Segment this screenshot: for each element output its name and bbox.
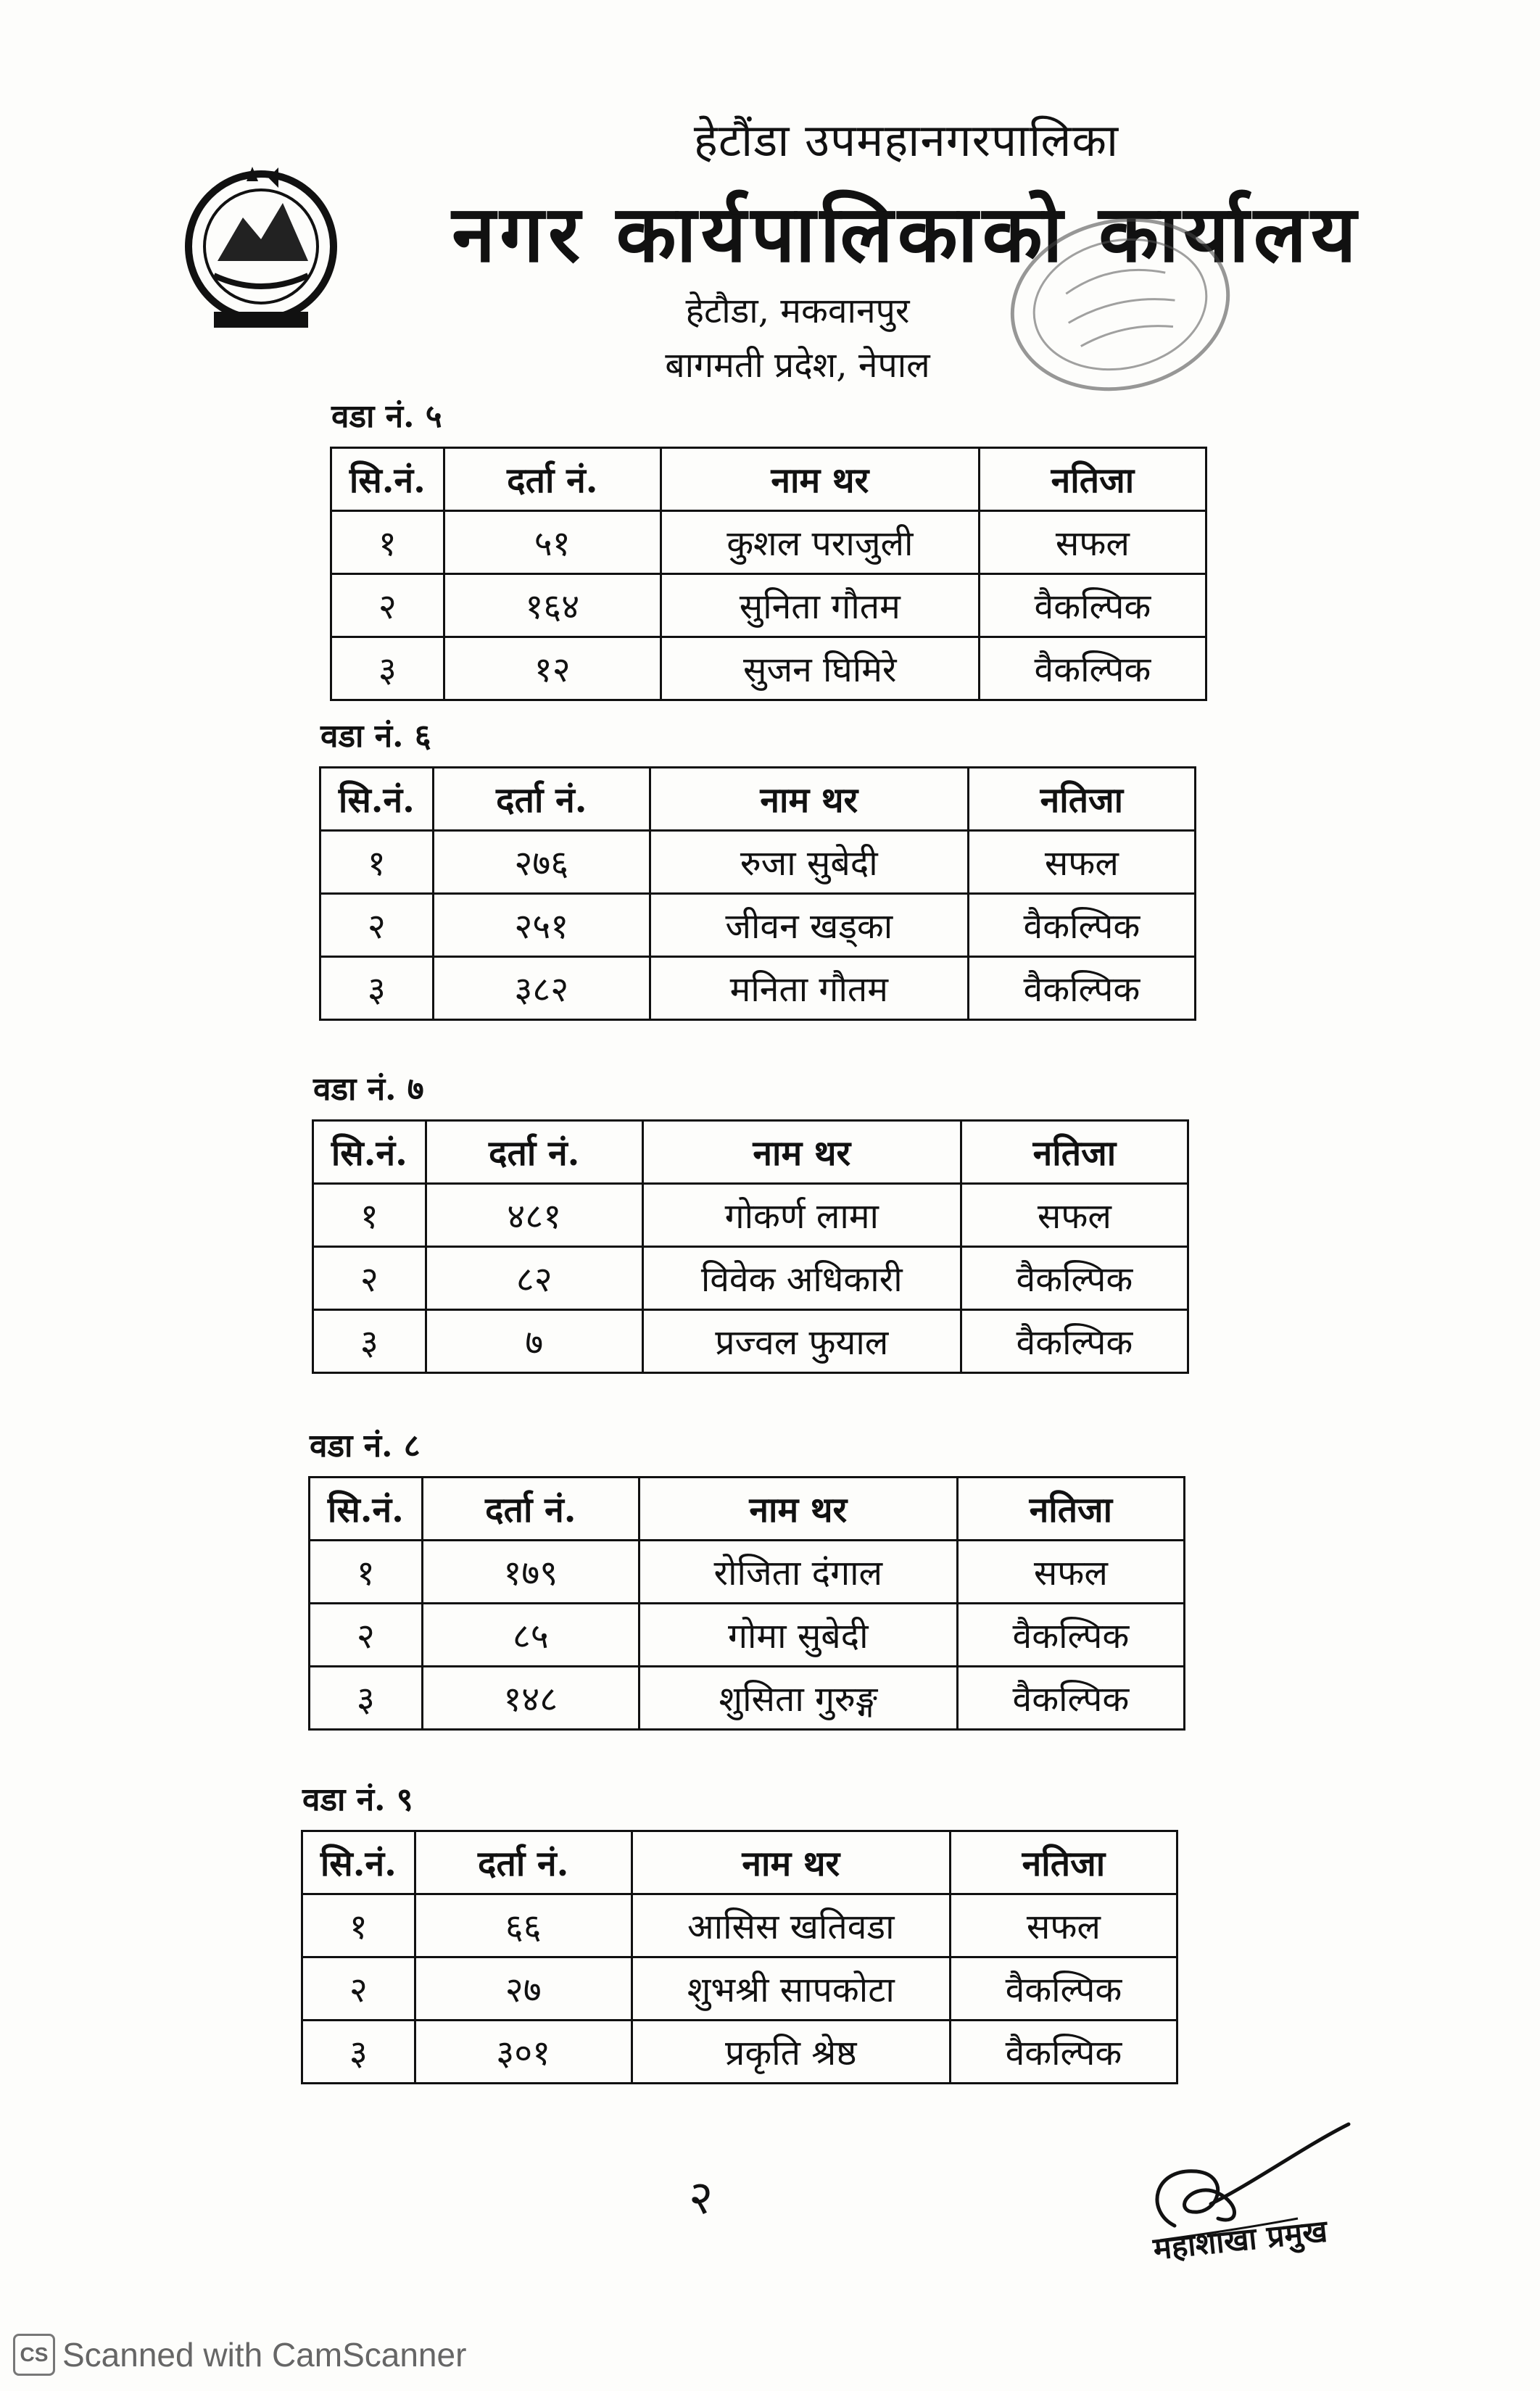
results-table: [312, 1119, 1189, 1374]
name-cell: शुसिता गुरुङ्ग: [639, 1667, 957, 1730]
ward-label: वडा नं. ५: [331, 398, 442, 435]
header-name: नाम थर: [642, 1121, 961, 1184]
results-table: [319, 766, 1196, 1021]
name-cell: शुभश्री सापकोटा: [632, 1957, 950, 2021]
ward-label: वडा नं. ७: [313, 1071, 424, 1108]
serial-cell: २: [310, 1604, 423, 1667]
scanner-watermark: [13, 2333, 466, 2377]
name-cell: रोजिता दंगाल: [639, 1541, 957, 1604]
header-registration: दर्ता नं.: [426, 1121, 642, 1184]
serial-cell: २: [313, 1247, 426, 1310]
result-cell: वैकल्पिक: [957, 1604, 1184, 1667]
table-row: [302, 2021, 1177, 2084]
header-result: नतिजा: [968, 768, 1195, 831]
serial-cell: २: [302, 1957, 415, 2021]
table-row: [310, 1541, 1185, 1604]
result-cell: वैकल्पिक: [950, 2021, 1177, 2084]
table-row: [302, 1894, 1177, 1957]
office-province: बागमती प्रदेश, नेपाल: [665, 345, 930, 386]
result-cell: वैकल्पिक: [968, 957, 1195, 1020]
header-registration: दर्ता नं.: [415, 1831, 632, 1894]
serial-cell: ३: [310, 1667, 423, 1730]
table-row: [313, 1310, 1188, 1373]
registration-cell: ३०१: [415, 2021, 632, 2084]
name-cell: जीवन खड्का: [650, 894, 968, 957]
registration-cell: २५१: [433, 894, 650, 957]
name-cell: प्रज्वल फुयाल: [642, 1310, 961, 1373]
result-cell: वैकल्पिक: [957, 1667, 1184, 1730]
header-name: नाम थर: [650, 768, 968, 831]
registration-cell: २७६: [433, 831, 650, 894]
name-cell: विवेक अधिकारी: [642, 1247, 961, 1310]
registration-cell: १४८: [422, 1667, 639, 1730]
result-cell: सफल: [961, 1184, 1188, 1247]
serial-cell: १: [302, 1894, 415, 1957]
name-cell: आसिस खतिवडा: [632, 1894, 950, 1957]
name-cell: सुनिता गौतम: [661, 574, 979, 637]
registration-cell: ८५: [422, 1604, 639, 1667]
name-cell: कुशल पराजुली: [661, 511, 979, 574]
header-serial: सि.नं.: [320, 768, 434, 831]
header-result: नतिजा: [957, 1478, 1184, 1541]
table-row: [331, 637, 1206, 700]
table-row: [313, 1184, 1188, 1247]
header-serial: सि.नं.: [313, 1121, 426, 1184]
result-cell: सफल: [957, 1541, 1184, 1604]
header-serial: सि.नं.: [331, 448, 444, 511]
header-name: नाम थर: [632, 1831, 950, 1894]
header-name: नाम थर: [661, 448, 979, 511]
office-name: नगर कार्यपालिकाको कार्यालय: [452, 188, 1361, 280]
result-cell: वैकल्पिक: [961, 1310, 1188, 1373]
ward-section: [301, 1776, 1178, 2084]
registration-cell: १६४: [444, 574, 661, 637]
header-registration: दर्ता नं.: [422, 1478, 639, 1541]
table-row: [310, 1667, 1185, 1730]
serial-cell: ३: [313, 1310, 426, 1373]
table-header-row: [310, 1478, 1185, 1541]
office-city: हेटौडा, मकवानपुर: [685, 291, 910, 331]
results-table: [301, 1830, 1178, 2084]
name-cell: सुजन घिमिरे: [661, 637, 979, 700]
office-stamp-icon: [1001, 196, 1240, 413]
registration-cell: ५१: [444, 511, 661, 574]
ward-label: वडा नं. ९: [302, 1781, 413, 1818]
page-number: २: [689, 2171, 713, 2225]
serial-cell: २: [331, 574, 444, 637]
header-serial: सि.नं.: [302, 1831, 415, 1894]
result-cell: सफल: [979, 511, 1206, 574]
name-cell: रुजा सुबेदी: [650, 831, 968, 894]
table-row: [310, 1604, 1185, 1667]
header-result: नतिजा: [950, 1831, 1177, 1894]
ward-section: [308, 1422, 1185, 1731]
serial-cell: ३: [302, 2021, 415, 2084]
ward-section: [330, 393, 1207, 701]
table-row: [302, 1957, 1177, 2021]
serial-cell: २: [320, 894, 434, 957]
name-cell: गोमा सुबेदी: [639, 1604, 957, 1667]
result-cell: सफल: [968, 831, 1195, 894]
serial-cell: ३: [320, 957, 434, 1020]
municipality-name: हेटौंडा उपमहानगरपालिका: [693, 114, 1119, 167]
name-cell: प्रकृति श्रेष्ठ: [632, 2021, 950, 2084]
header-name: नाम थर: [639, 1478, 957, 1541]
result-cell: वैकल्पिक: [950, 1957, 1177, 2021]
serial-cell: १: [320, 831, 434, 894]
ward-section: [312, 1066, 1189, 1374]
registration-cell: २७: [415, 1957, 632, 2021]
registration-cell: १७९: [422, 1541, 639, 1604]
letterhead: [0, 0, 1540, 406]
ward-label: वडा नं. ८: [310, 1427, 421, 1464]
result-cell: सफल: [950, 1894, 1177, 1957]
table-row: [320, 831, 1196, 894]
serial-cell: १: [310, 1541, 423, 1604]
header-result: नतिजा: [979, 448, 1206, 511]
header-registration: दर्ता नं.: [433, 768, 650, 831]
header-registration: दर्ता नं.: [444, 448, 661, 511]
header-result: नतिजा: [961, 1121, 1188, 1184]
registration-cell: ६६: [415, 1894, 632, 1957]
table-header-row: [313, 1121, 1188, 1184]
registration-cell: ४८१: [426, 1184, 642, 1247]
result-cell: वैकल्पिक: [979, 637, 1206, 700]
table-header-row: [331, 448, 1206, 511]
result-cell: वैकल्पिक: [979, 574, 1206, 637]
results-table: [308, 1476, 1185, 1731]
table-row: [331, 511, 1206, 574]
result-cell: वैकल्पिक: [968, 894, 1195, 957]
header-serial: सि.नं.: [310, 1478, 423, 1541]
name-cell: गोकर्ण लामा: [642, 1184, 961, 1247]
registration-cell: ७: [426, 1310, 642, 1373]
registration-cell: १२: [444, 637, 661, 700]
name-cell: मनिता गौतम: [650, 957, 968, 1020]
camscanner-logo-icon: CS: [13, 2334, 55, 2376]
watermark-text: Scanned with CamScanner: [62, 2336, 467, 2374]
registration-cell: ३८२: [433, 957, 650, 1020]
serial-cell: १: [313, 1184, 426, 1247]
table-header-row: [302, 1831, 1177, 1894]
serial-cell: १: [331, 511, 444, 574]
serial-cell: ३: [331, 637, 444, 700]
ward-section: [319, 713, 1196, 1021]
table-header-row: [320, 768, 1196, 831]
results-table: [330, 447, 1207, 701]
table-row: [331, 574, 1206, 637]
result-cell: वैकल्पिक: [961, 1247, 1188, 1310]
municipality-emblem-icon: [174, 152, 348, 341]
table-row: [320, 894, 1196, 957]
table-row: [320, 957, 1196, 1020]
ward-label: वडा नं. ६: [320, 718, 431, 755]
registration-cell: ८२: [426, 1247, 642, 1310]
table-row: [313, 1247, 1188, 1310]
signature-title: महाशाखा प्रमुख: [1151, 2213, 1329, 2267]
